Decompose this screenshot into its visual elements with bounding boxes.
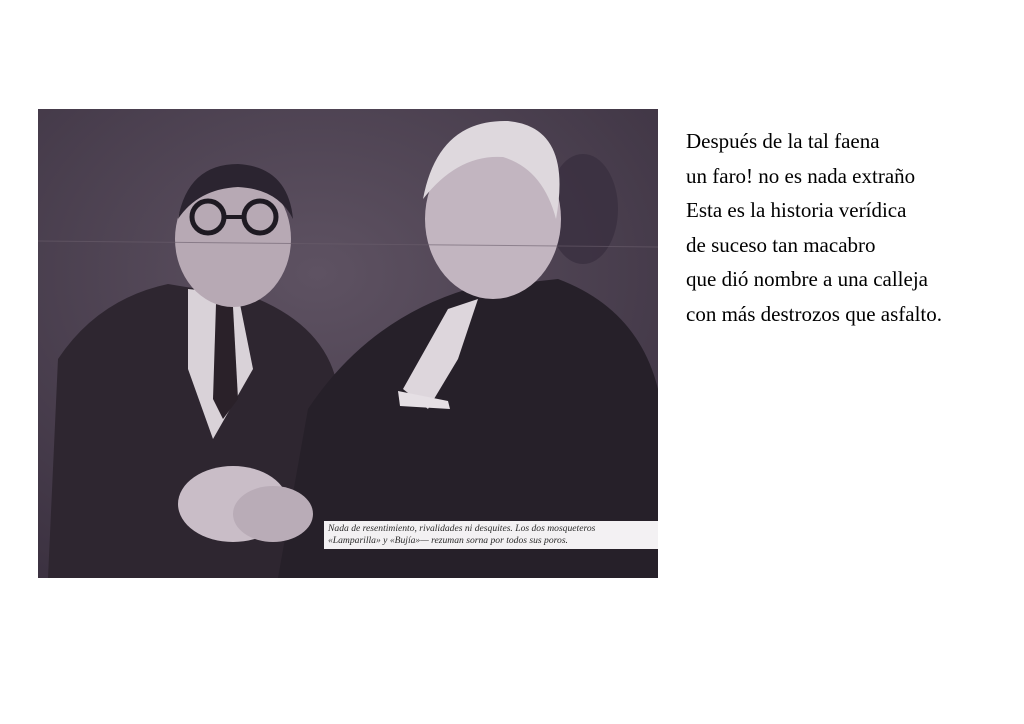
photo-image: [38, 109, 658, 578]
photo-caption: [324, 521, 658, 549]
poem-verse: [686, 124, 1016, 331]
poem-line: con más destrozos que asfalto.: [686, 301, 943, 326]
caption-line: Nada de resentimiento, rivalidades ni desquites. Los dos mosqueteros: [328, 523, 596, 534]
poem-line: Esta es la historia verídica: [686, 198, 907, 222]
poem-line: de suceso tan macabro: [686, 232, 876, 257]
newspaper-photo: [38, 109, 658, 578]
caption-line: «Lamparilla» y «Bujía»— rezuman sorna por todos sus poros.: [328, 534, 568, 546]
poem-line: que dió nombre a una calleja: [686, 267, 928, 291]
poem-line: un faro! no es nada extraño: [686, 163, 916, 188]
poem-line: Después de la tal faena: [686, 129, 880, 153]
